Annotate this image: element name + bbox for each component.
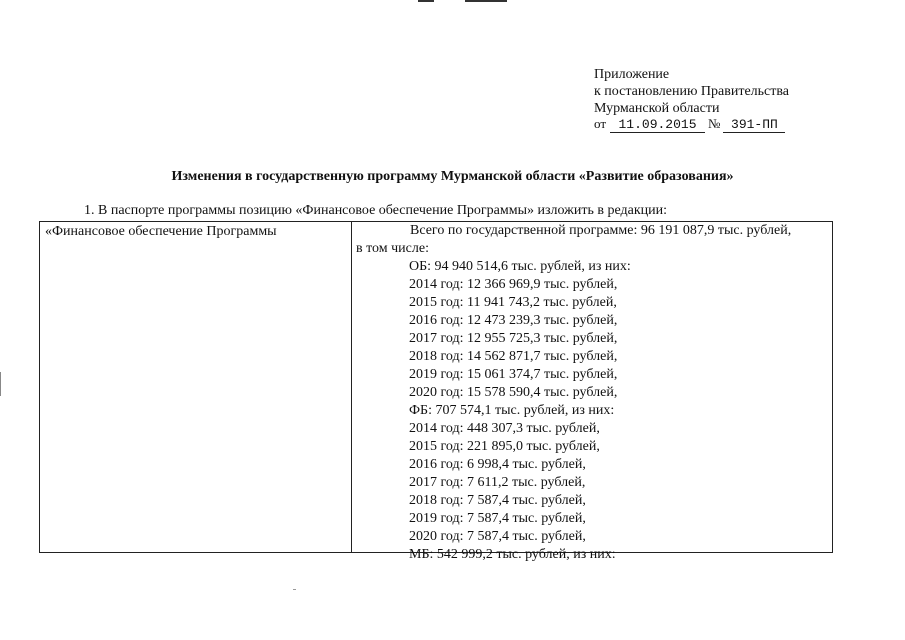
date-value: 11.09.2015 bbox=[610, 118, 705, 133]
fb-year-row: 2014 год: 448 307,3 тыс. рублей, bbox=[409, 421, 600, 436]
appendix-date-number bbox=[594, 115, 789, 133]
appendix-line-3: Мурманской области bbox=[594, 101, 720, 116]
scan-artifact bbox=[293, 589, 296, 590]
fb-header: ФБ: 707 574,1 тыс. рублей, из них: bbox=[409, 403, 615, 418]
ob-header: ОБ: 94 940 514,6 тыс. рублей, из них: bbox=[409, 259, 631, 274]
total-line: Всего по государственной программе: 96 191 087,9 тыс. рублей, bbox=[410, 223, 792, 238]
ob-year-row: 2018 год: 14 562 871,7 тыс. рублей, bbox=[409, 349, 618, 364]
mb-header: МБ: 542 999,2 тыс. рублей, из них: bbox=[409, 547, 616, 562]
number-value: 391-ПП bbox=[723, 118, 785, 133]
ob-year-row: 2019 год: 15 061 374,7 тыс. рублей, bbox=[409, 367, 618, 382]
number-label: № bbox=[708, 116, 721, 131]
date-label: от bbox=[594, 116, 607, 131]
fb-year-row: 2017 год: 7 611,2 тыс. рублей, bbox=[409, 475, 586, 490]
table-left-cell: «Финансовое обеспечение Программы bbox=[45, 224, 277, 239]
document-title: Изменения в государственную программу Мурманской области «Развитие образования» bbox=[171, 169, 734, 184]
ob-year-row: 2015 год: 11 941 743,2 тыс. рублей, bbox=[409, 295, 617, 310]
financing-table bbox=[39, 221, 833, 562]
ob-year-row: 2014 год: 12 366 969,9 тыс. рублей, bbox=[409, 277, 618, 292]
fb-year-row: 2016 год: 6 998,4 тыс. рублей, bbox=[409, 457, 586, 472]
appendix-header bbox=[594, 66, 789, 133]
total-continuation: в том числе: bbox=[356, 241, 429, 256]
table-right-cell bbox=[356, 222, 828, 564]
appendix-line-2: к постановлению Правительства bbox=[594, 84, 790, 99]
column-divider bbox=[351, 222, 352, 552]
ob-year-row: 2020 год: 15 578 590,4 тыс. рублей, bbox=[409, 385, 618, 400]
item-intro: 1. В паспорте программы позицию «Финансовое обеспечение Программы» изложить в редакции: bbox=[84, 203, 667, 218]
fb-year-row: 2015 год: 221 895,0 тыс. рублей, bbox=[409, 439, 600, 454]
scan-artifact bbox=[465, 0, 507, 2]
scan-artifact bbox=[0, 372, 1, 396]
fb-year-row: 2020 год: 7 587,4 тыс. рублей, bbox=[409, 529, 586, 544]
ob-year-row: 2016 год: 12 473 239,3 тыс. рублей, bbox=[409, 313, 618, 328]
fb-year-row: 2019 год: 7 587,4 тыс. рублей, bbox=[409, 511, 586, 526]
fb-year-row: 2018 год: 7 587,4 тыс. рублей, bbox=[409, 493, 586, 508]
scan-artifact bbox=[418, 0, 434, 2]
ob-year-row: 2017 год: 12 955 725,3 тыс. рублей, bbox=[409, 331, 618, 346]
appendix-line-1: Приложение bbox=[594, 67, 670, 82]
